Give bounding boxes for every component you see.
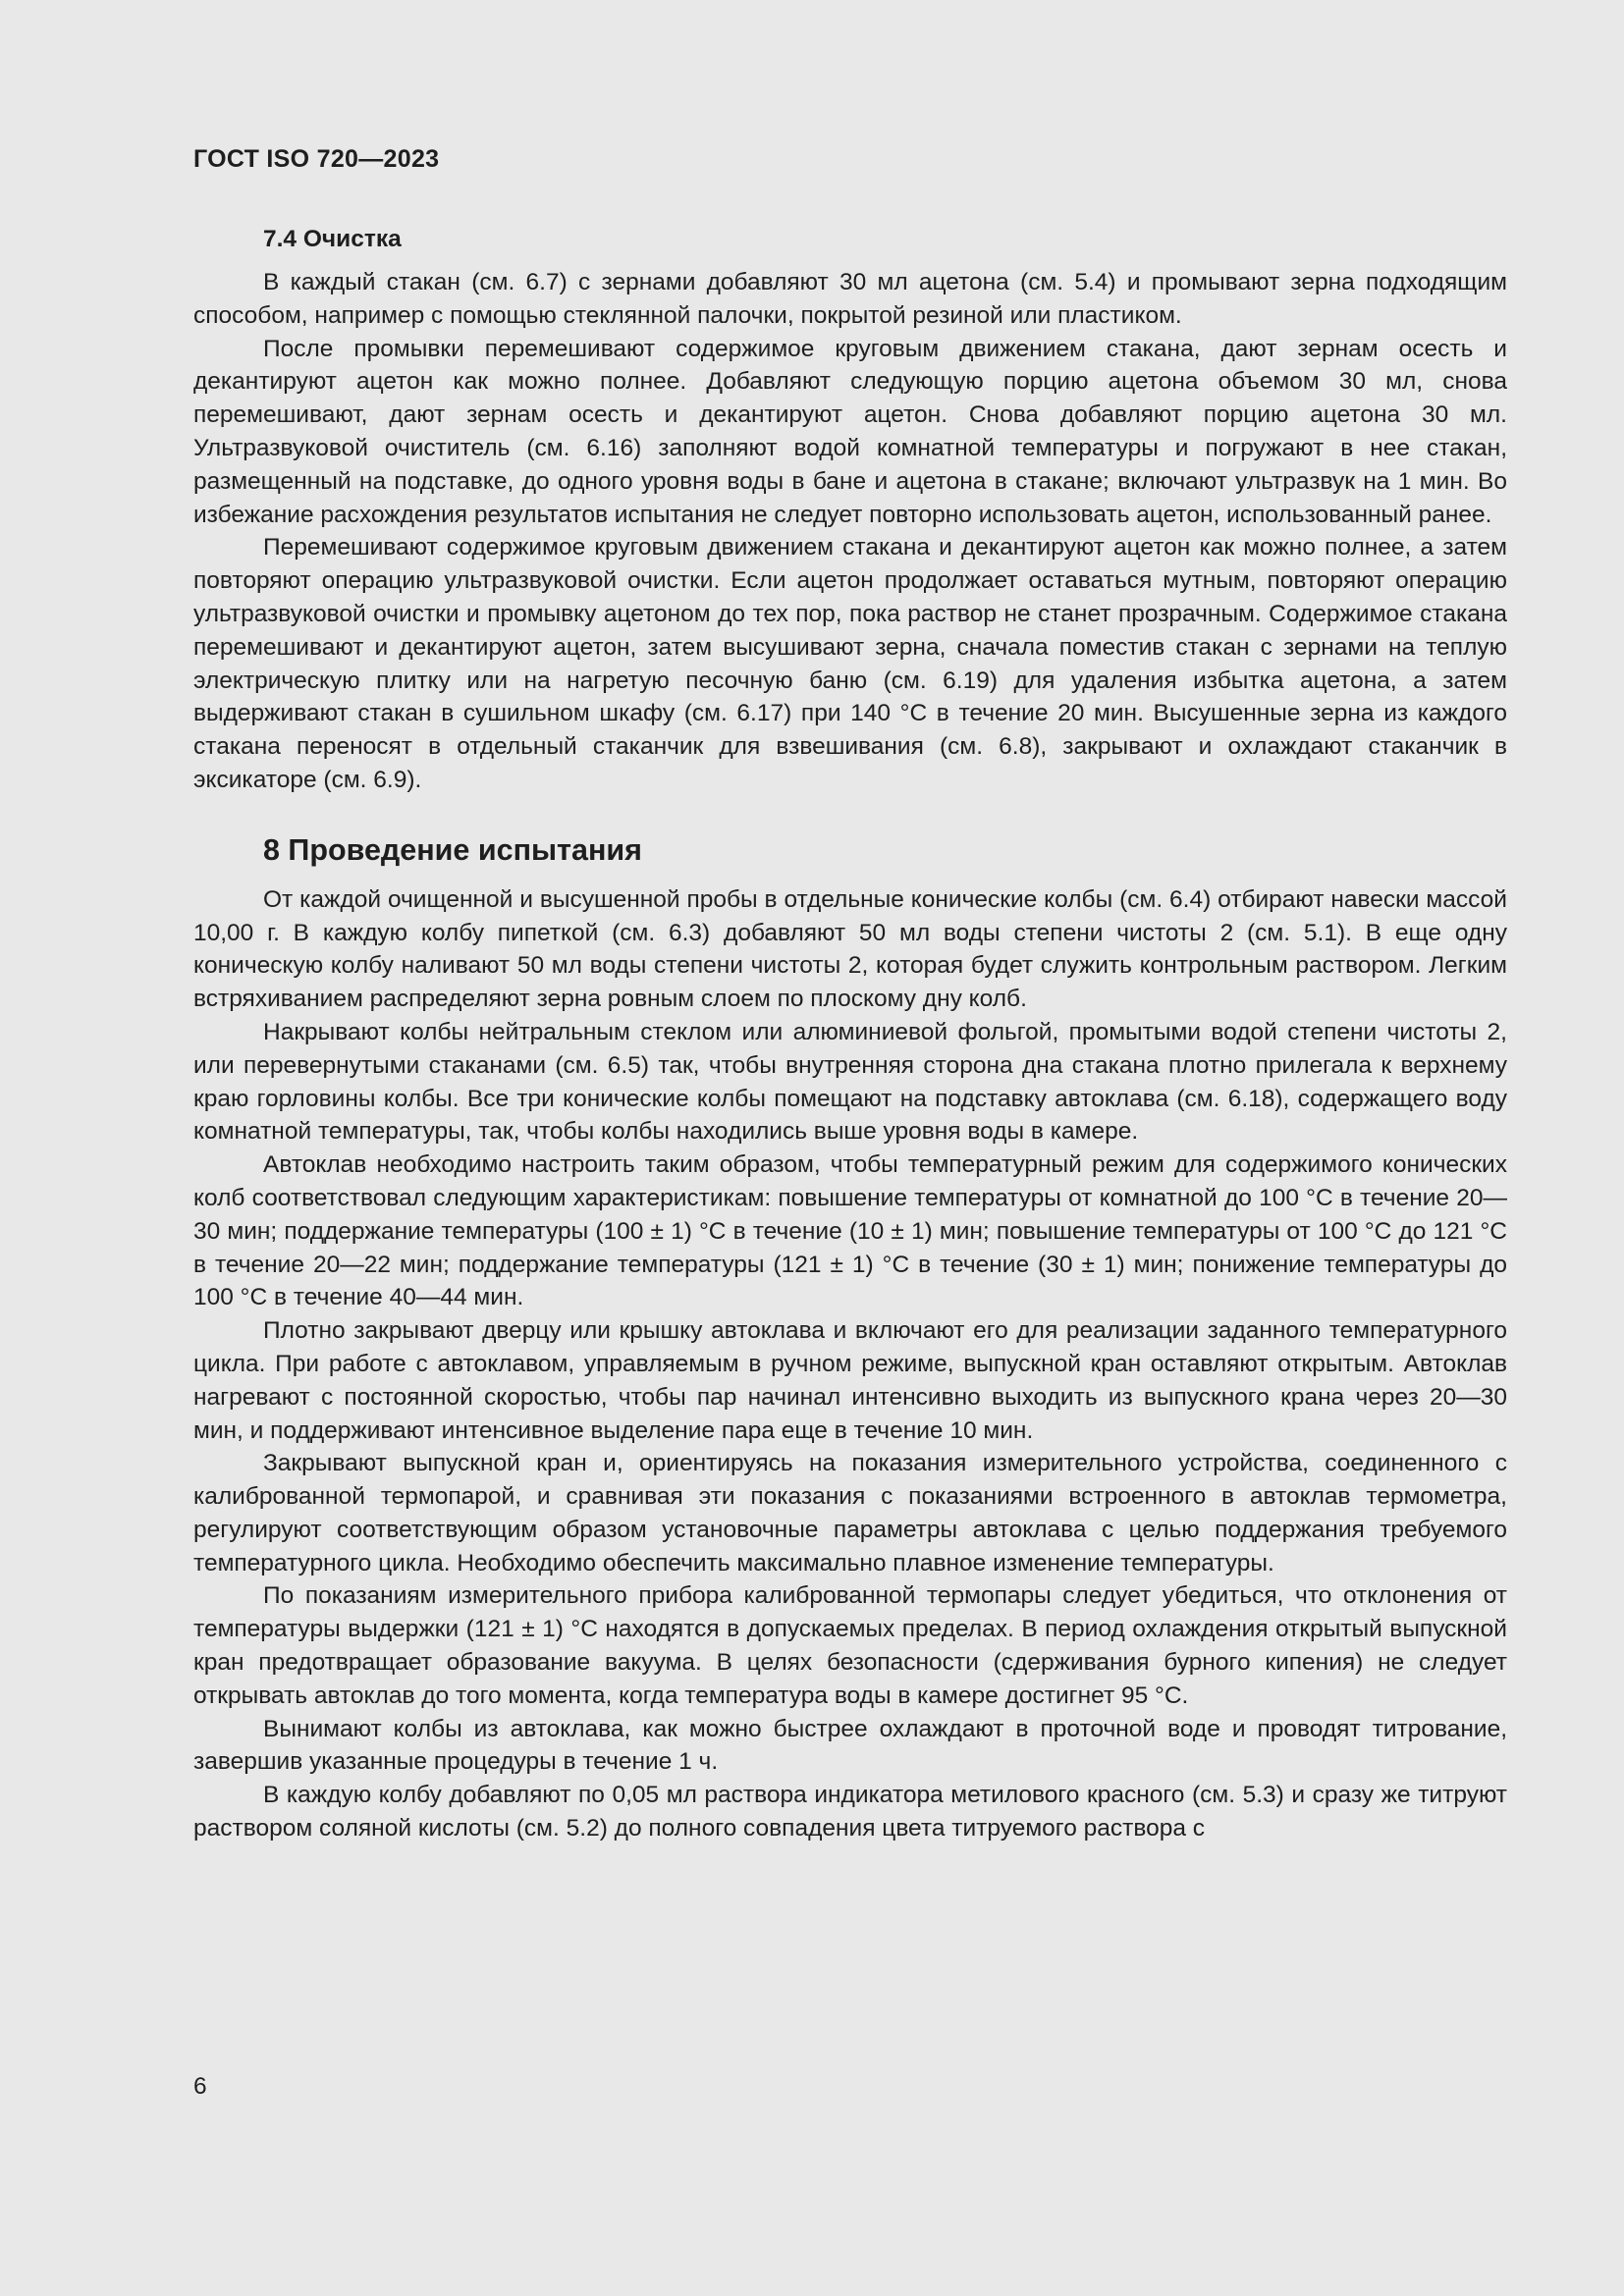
paragraph: В каждый стакан (см. 6.7) с зернами добавляют 30 мл ацетона (см. 5.4) и промывают зерна подходящим способом, например с помощью стеклянной палочки, покрытой резиной или пластиком. [193,269,1507,329]
subsection-title-7-4: 7.4 Очистка [263,226,402,252]
paragraph: Закрывают выпускной кран и, ориентируясь на показания измерительного устройства, соединенного с калиброванной термопарой, и сравнивая эти показания с показаниями встроенного в автоклав термометра, регулируют соответствующим образом установочные параметры автоклава с целью поддержания требуемого температурного цикла. Необходимо обеспечить максимально плавное изменение температуры. [193,1450,1507,1576]
paragraph: Накрывают колбы нейтральным стеклом или алюминиевой фольгой, промытыми водой степени чистоты 2, или перевернутыми стаканами (см. 6.5) так, чтобы внутренняя сторона дна стакана плотно прилегала к верхнему краю горловины колбы. Все три конические колбы помещают на подставку автоклава (см. 6.18), содержащего воду комнатной температуры, так, чтобы колбы находились выше уровня воды в камере. [193,1018,1507,1146]
paragraph: Вынимают колбы из автоклава, как можно быстрее охлаждают в проточной воде и проводят титрование, завершив указанные процедуры в течение 1 ч. [193,1715,1507,1776]
document-header: ГОСТ ISO 720—2023 [193,145,440,173]
paragraph: После промывки перемешивают содержимое круговым движением стакана, дают зернам осесть и декантируют ацетон как можно полнее. Добавляют следующую порцию ацетона объемом 30 мл, снова перемешивают, дают зернам осесть и декантируют ацетон. Снова добавляют порцию ацетона 30 мл. Ультразвуковой очиститель (см. 6.16) заполняют водой комнатной температуры и погружают в нее стакан, размещенный на подставке, до одного уровня воды в бане и ацетона в стакане; включают ультразвук на 1 мин. Во избежание расхождения результатов испытания не следует повторно использовать ацетон, использованный ранее. [193,335,1507,528]
paragraph: От каждой очищенной и высушенной пробы в отдельные конические колбы (см. 6.4) отбирают навески массой 10,00 г. В каждую колбу пипеткой (см. 6.3) добавляют 50 мл воды степени чистоты 2 (см. 5.1). В еще одну коническую колбу наливают 50 мл воды степени чистоты 2, которая будет служить контрольным раствором. Легким встряхиванием распределяют зерна ровным слоем по плоскому дну колб. [193,885,1507,1013]
page-number: 6 [193,2073,207,2100]
document-body [193,223,1507,1845]
paragraph: Перемешивают содержимое круговым движением стакана и декантируют ацетон как можно полнее, а затем повторяют операцию ультразвуковой очистки. Если ацетон продолжает оставаться мутным, повторяют операцию ультразвуковой очистки и промывку ацетоном до тех пор, пока раствор не станет прозрачным. Содержимое стакана перемешивают и декантируют ацетон, затем высушивают зерна, сначала поместив стакан с зернами на теплую электрическую плитку или на нагретую песочную баню (см. 6.19) для удаления избытка ацетона, а затем выдерживают стакан в сушильном шкафу (см. 6.17) при 140 °C в течение 20 мин. Высушенные зерна из каждого стакана переносят в отдельный стаканчик для взвешивания (см. 6.8), закрывают и охлаждают стаканчик в эксикаторе (см. 6.9). [193,534,1507,793]
paragraph: По показаниям измерительного прибора калиброванной термопары следует убедиться, что отклонения от температуры выдержки (121 ± 1) °C находятся в допускаемых пределах. В период охлаждения открытый выпускной кран предотвращает образование вакуума. В целях безопасности (сдерживания бурного кипения) не следует открывать автоклав до того момента, когда температура воды в камере достигнет 95 °C. [193,1582,1507,1709]
section-title-8: 8 Проведение испытания [263,832,642,867]
paragraph: Плотно закрывают дверцу или крышку автоклава и включают его для реализации заданного температурного цикла. При работе с автоклавом, управляемым в ручном режиме, выпускной кран оставляют открытым. Автоклав нагревают с постоянной скоростью, чтобы пар начинал интенсивно выходить из выпускного крана через 20—30 мин, и поддерживают интенсивное выделение пара еще в течение 10 мин. [193,1317,1507,1444]
paragraph: Автоклав необходимо настроить таким образом, чтобы температурный режим для содержимого конических колб соответствовал следующим характеристикам: повышение температуры от комнатной до 100 °C в течение 20—30 мин; поддержание температуры (100 ± 1) °C в течение (10 ± 1) мин; повышение температуры от 100 °C до 121 °C в течение 20—22 мин; поддержание температуры (121 ± 1) °C в течение (30 ± 1) мин; понижение температуры до 100 °C в течение 40—44 мин. [193,1151,1507,1311]
paragraph: В каждую колбу добавляют по 0,05 мл раствора индикатора метилового красного (см. 5.3) и сразу же титруют раствором соляной кислоты (см. 5.2) до полного совпадения цвета титруемого раствора с [193,1782,1507,1842]
